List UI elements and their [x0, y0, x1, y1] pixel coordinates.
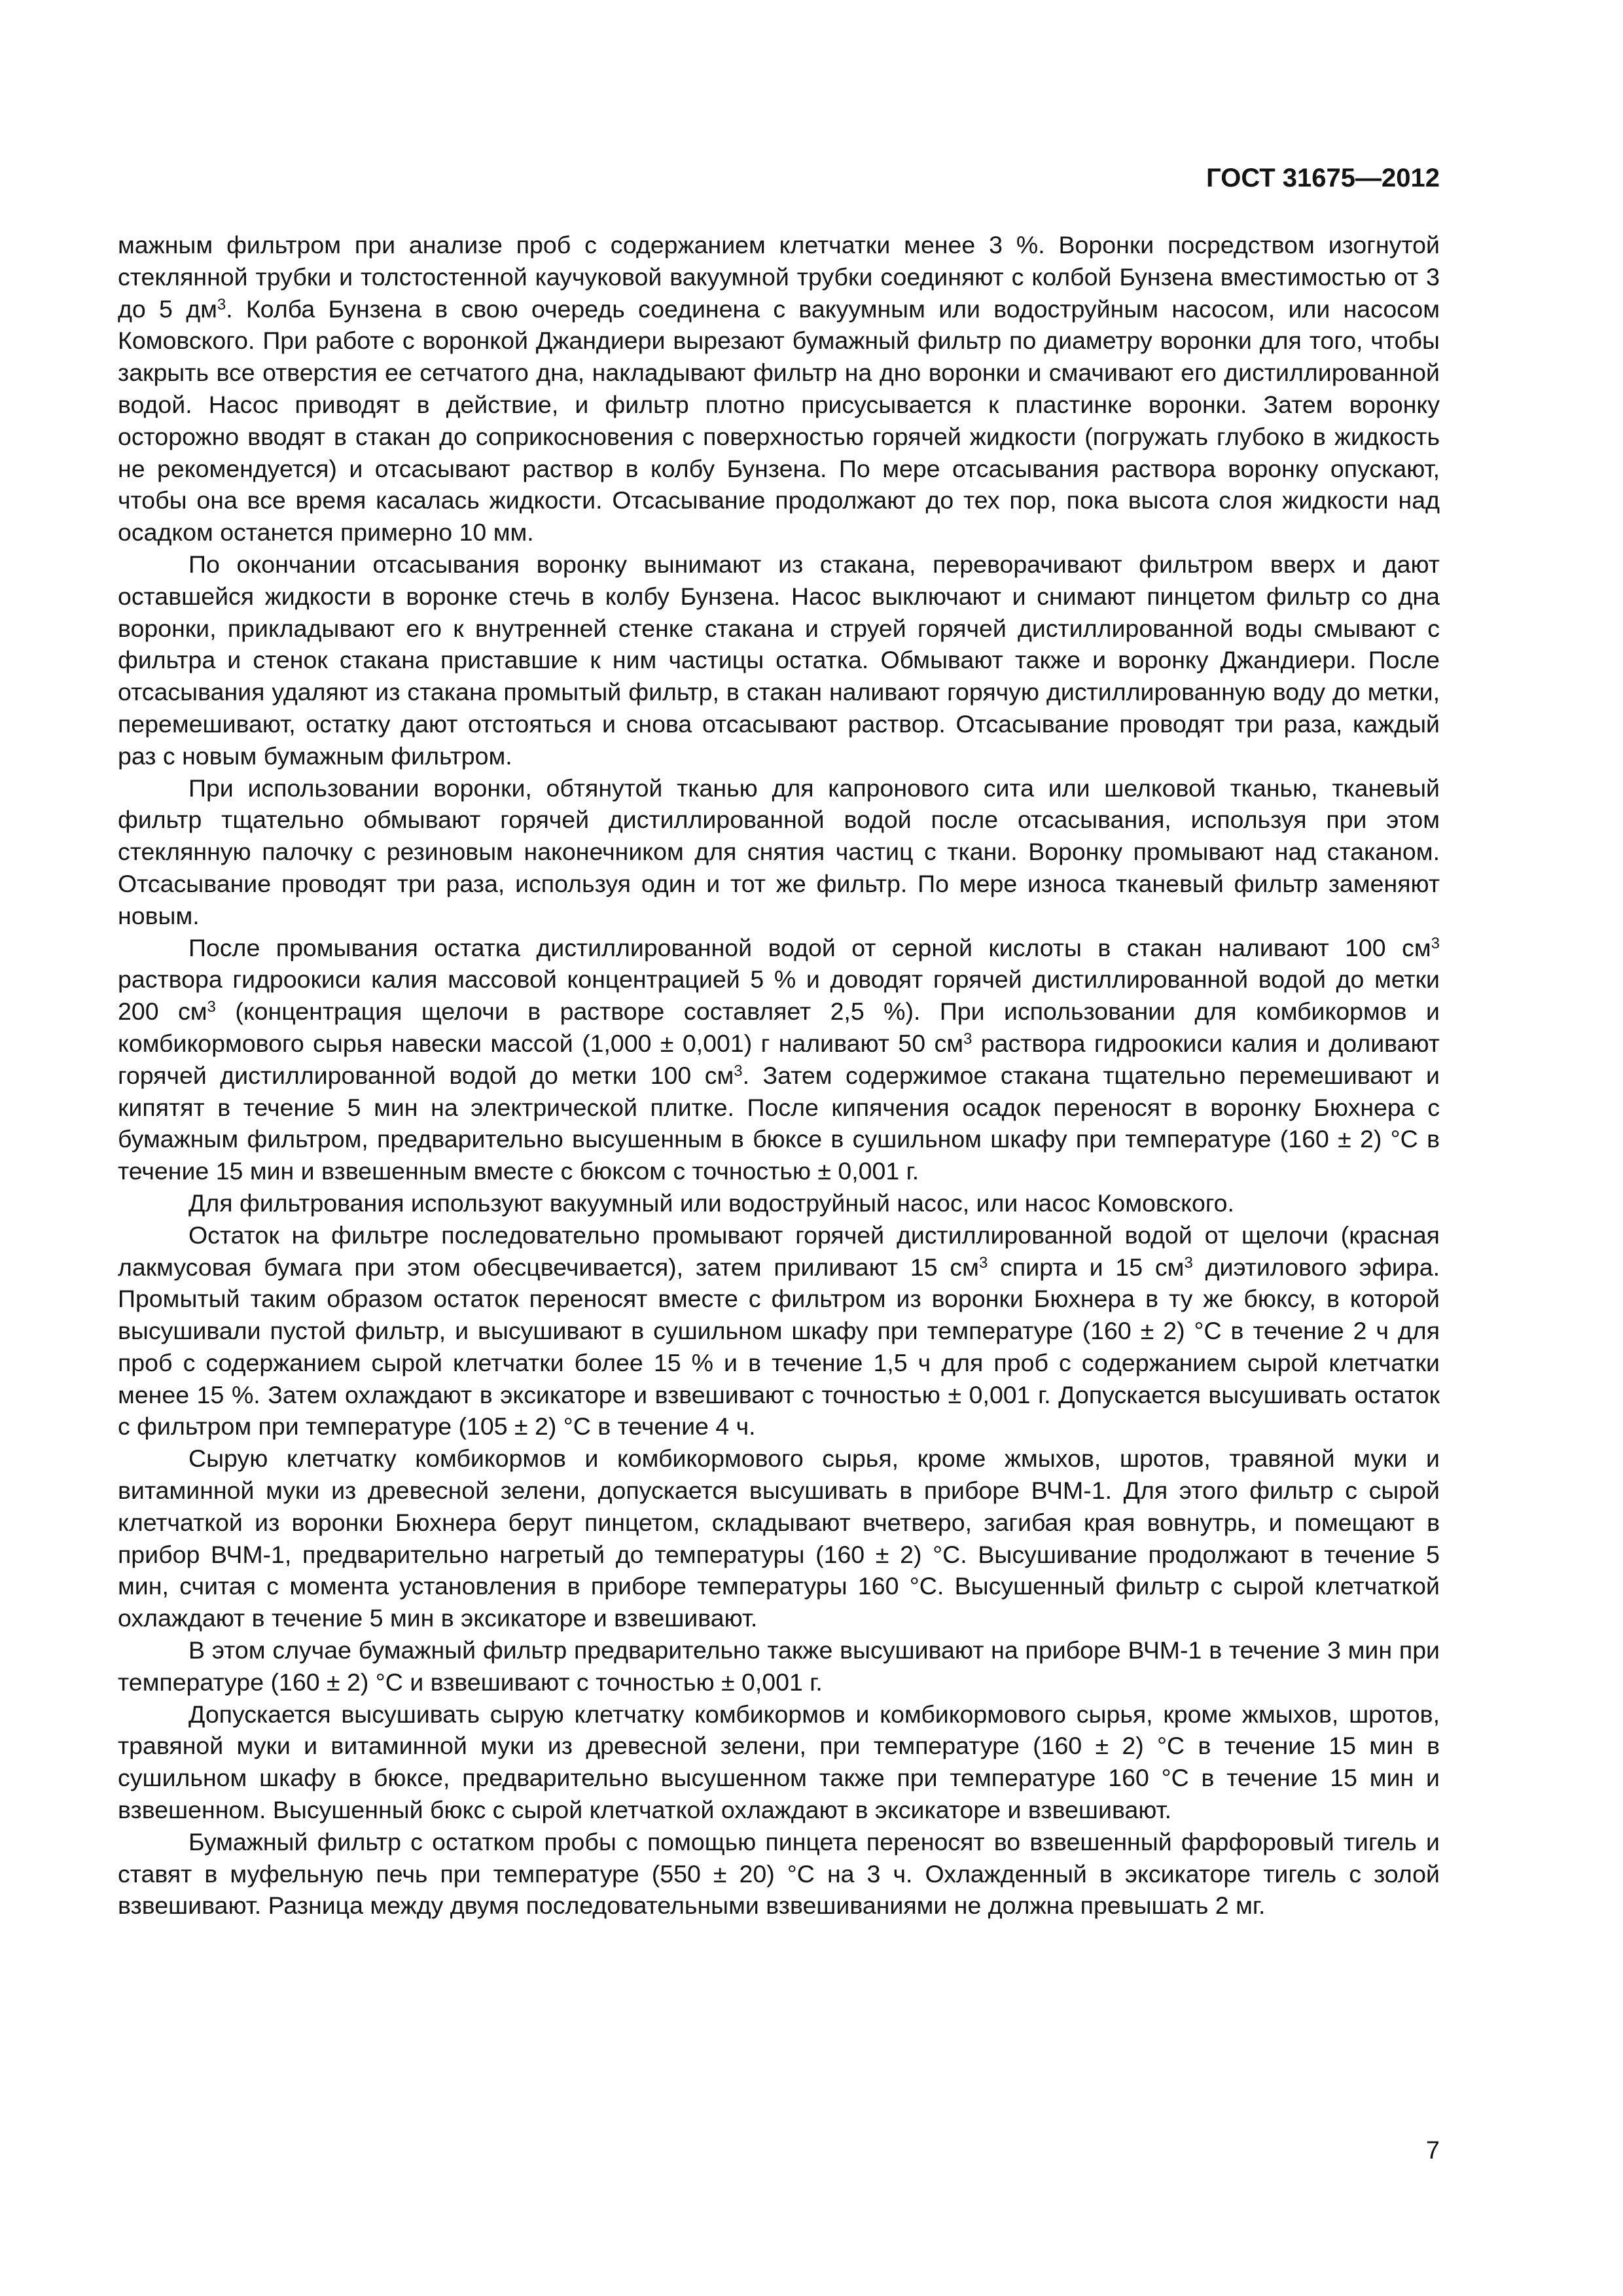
- superscript: 3: [963, 1030, 972, 1048]
- page-number: 7: [1425, 2137, 1440, 2164]
- paragraph-text: раствора гидроокиси калия массовой концентрацией 5 % и доводят горячей дистиллированной водой до метки 200 см: [118, 965, 1440, 1026]
- paragraph-text: . Затем содержимое стакана тщательно перемешивают и кипятят в течение 5 мин на электрической плитке. После кипячения осадок переносят в воронку Бюхнера с бумажным фильтром, предварительно высушенным в бюксе в сушильном шкафу при температуре (160 ± 2) °С в течение 15 мин и взвешенным вместе с бюксом с точностью ± 0,001 г.: [118, 1061, 1440, 1185]
- paragraph-text: . Колба Бунзена в свою очередь соединена с вакуумным или водоструйным насосом, или насосом Комовского. При работе с воронкой Джандиери вырезают бумажный фильтр по диаметру воронки для того, чтобы закрыть все отверстия ее сетчатого дна, накладывают фильтр на дно воронки и смачивают его дистиллированной водой. Насос приводят в действие, и фильтр плотно присусывается к пластинке воронки. Затем воронку осторожно вводят в стакан до соприкосновения с поверхностью горячей жидкости (погружать глубоко в жидкость не рекомендуется) и отсасывают раствор в колбу Бунзена. По мере отсасывания раствора воронку опускают, чтобы она все время касалась жидкости. Отсасывание продолжают до тех пор, пока высота слоя жидкости над осадком останется примерно 10 мм.: [118, 295, 1440, 547]
- paragraph-text: спирта и 15 см: [988, 1253, 1185, 1281]
- paragraph-text: раствора гидроокиси калия и доливают горячей дистиллированной водой до метки 100 см: [118, 1029, 1440, 1089]
- paragraph-text: Остаток на фильтре последовательно промывают горячей дистиллированной водой от щелочи (красная лакмусовая бумага при этом обесцвечивается), затем приливают 15 см: [118, 1221, 1440, 1281]
- superscript: 3: [1184, 1253, 1193, 1272]
- body-text: [118, 229, 1440, 1922]
- paragraph-text: После промывания остатка дистиллированной водой от серной кислоты в стакан наливают 100 см: [188, 933, 1431, 961]
- superscript: 3: [1431, 934, 1440, 952]
- paragraph-text: мажным фильтром при анализе проб с содержанием клетчатки менее 3 %. Воронки посредством изогнутой стеклянной трубки и толстостенной каучуковой вакуумной трубки соединяют с колбой Бунзена вместимостью от 3 до 5 дм: [118, 231, 1440, 323]
- paragraph: [118, 932, 1440, 1187]
- paragraph-text: диэтилового эфира. Промытый таким образом остаток переносят вместе с фильтром из воронки Бюхнера в ту же бюксу, в которой высушивали пустой фильтр, и высушивают в сушильном шкафу при температуре (160 ± 2) °С в течение 2 ч для проб с содержанием сырой клетчатки более 15 % и в течение 1,5 ч для проб с содержанием сырой клетчатки менее 15 %. Затем охлаждают в эксикаторе и взвешивают с точностью ± 0,001 г. Допускается высушивать остаток с фильтром при температуре (105 ± 2) °С в течение 4 ч.: [118, 1253, 1440, 1441]
- paragraph: [118, 1698, 1440, 1826]
- paragraph-text: Допускается высушивать сырую клетчатку комбикормов и комбикормового сырья, кроме жмыхов, шротов, травяной муки и витаминной муки из древесной зелени, при температуре (160 ± 2) °С в течение 15 мин в сушильном шкафу в бюксе, предварительно высушенном также при температуре 160 °С в течение 15 мин и взвешенном. Высушенный бюкс с сырой клетчаткой охлаждают в эксикаторе и взвешивают.: [118, 1700, 1440, 1824]
- paragraph-text: (концентрация щелочи в растворе составляет 2,5 %). При использовании для комбикормов и комбикормового сырья навески массой (1,000 ± 0,001) г наливают 50 см: [118, 997, 1440, 1057]
- superscript: 3: [217, 295, 226, 314]
- paragraph: [118, 1634, 1440, 1698]
- paragraph: [118, 772, 1440, 932]
- paragraph: [118, 1187, 1440, 1219]
- paragraph-text: В этом случае бумажный фильтр предварительно также высушивают на приборе ВЧМ-1 в течение 3 мин при температуре (160 ± 2) °С и взвешивают с точностью ± 0,001 г.: [118, 1636, 1440, 1696]
- paragraph: [118, 1826, 1440, 1922]
- paragraph: [118, 548, 1440, 772]
- paragraph: [118, 1443, 1440, 1634]
- superscript: 3: [978, 1253, 988, 1272]
- superscript: 3: [734, 1062, 743, 1080]
- paragraph-text: По окончании отсасывания воронку вынимают из стакана, переворачивают фильтром вверх и дают оставшейся жидкости в воронке стечь в колбу Бунзена. Насос выключают и снимают пинцетом фильтр со дна воронки, прикладывают его к внутренней стенке стакана и струей горячей дистиллированной воды смывают с фильтра и стенок стакана приставшие к ним частицы остатка. Обмывают также и воронку Джандиери. После отсасывания удаляют из стакана промытый фильтр, в стакан наливают горячую дистиллированную воду до метки, перемешивают, остатку дают отстояться и снова отсасывают раствор. Отсасывание проводят три раза, каждый раз с новым бумажным фильтром.: [118, 550, 1440, 770]
- standard-header: ГОСТ 31675—2012: [1206, 164, 1440, 192]
- paragraph-text: При использовании воронки, обтянутой тканью для капронового сита или шелковой тканью, тканевый фильтр тщательно обмывают горячей дистиллированной водой после отсасывания, используя при этом стеклянную палочку с резиновым наконечником для снятия частиц с ткани. Воронку промывают над стаканом. Отсасывание проводят три раза, используя один и тот же фильтр. По мере износа тканевый фильтр заменяют новым.: [118, 774, 1440, 929]
- paragraph: [118, 1219, 1440, 1443]
- paragraph: [118, 229, 1440, 548]
- paragraph-text: Для фильтрования используют вакуумный или водоструйный насос, или насос Комовского.: [188, 1189, 1234, 1217]
- paragraph-text: Бумажный фильтр с остатком пробы с помощью пинцета переносят во взвешенный фарфоровый тигель и ставят в муфельную печь при температуре (550 ± 20) °С на 3 ч. Охлажденный в эксикаторе тигель с золой взвешивают. Разница между двумя последовательными взвешиваниями не должна превышать 2 мг.: [118, 1827, 1440, 1920]
- paragraph-text: Сырую клетчатку комбикормов и комбикормового сырья, кроме жмыхов, шротов, травяной муки и витаминной муки из древесной зелени, допускается высушивать в приборе ВЧМ-1. Для этого фильтр с сырой клетчаткой из воронки Бюхнера берут пинцетом, складывают вчетверо, загибая края вовнутрь, и помещают в прибор ВЧМ-1, предварительно нагретый до температуры (160 ± 2) °С. Высушивание продолжают в течение 5 мин, считая с момента установления в приборе температуры 160 °С. Высушенный фильтр с сырой клетчаткой охлаждают в течение 5 мин в эксикаторе и взвешивают.: [118, 1444, 1440, 1632]
- superscript: 3: [207, 998, 216, 1016]
